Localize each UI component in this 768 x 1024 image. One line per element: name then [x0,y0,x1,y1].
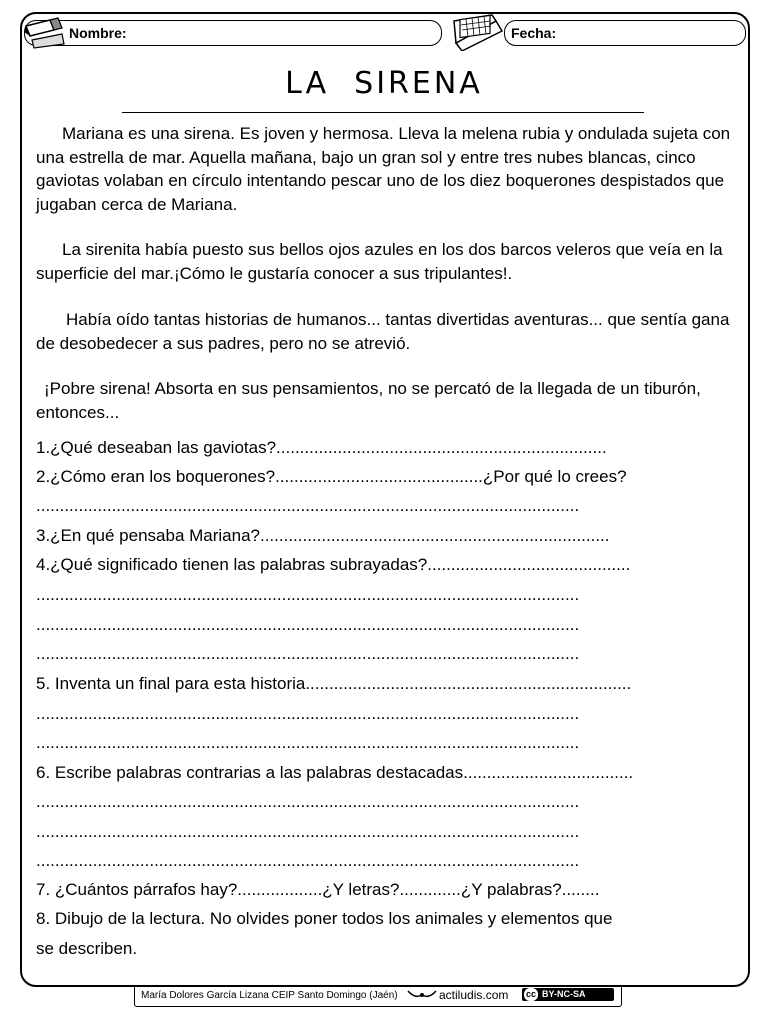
question-line: 4.¿Qué significado tienen las palabras subrayadas?........................................... [36,555,631,574]
answer-line: ................................................................................................................... [36,851,580,870]
answer-line: ................................................................................................................... [36,822,580,841]
answer-line: ................................................................................................................... [36,792,580,811]
date-label: Fecha: [511,25,557,41]
question-line: 1.¿Qué deseaban las gaviotas?...................................................................... [36,438,607,457]
answer-line: ................................................................................................................... [36,585,580,604]
question-line: 2.¿Cómo eran los boquerones?............................................¿Por qué lo crees? [36,467,627,486]
answer-line: ................................................................................................................... [36,644,580,663]
paragraph-3: Había oído tantas historias de humanos... tantas divertidas aventuras... que sentía gana de desobedecer a sus padres, pero no se atrevió. [36,310,730,353]
question-line: 8. Dibujo de la lectura. No olvides poner todos los animales y elementos que [36,909,613,928]
calendar-icon [450,13,504,51]
question-line: se describen. [36,939,138,958]
answer-line: ................................................................................................................... [36,496,580,515]
date-field[interactable] [504,20,746,46]
author-credit: María Dolores García Lizana CEIP Santo Domingo (Jaén) [141,990,398,1001]
paragraph-4: ¡Pobre sirena! Absorta en sus pensamientos, no se percató de la llegada de un tiburón, entonces... [36,379,701,422]
cc-license-badge [522,988,614,1001]
actiludis-logo-icon [407,989,437,1001]
pencil-icon [22,16,66,50]
question-line: 5. Inventa un final para esta historia..................................................................... [36,674,632,693]
page-title: LA SIRENA [285,66,483,101]
license-label: BY-NC-SA [542,989,586,999]
title-underline [122,112,644,113]
answer-line: ................................................................................................................... [36,615,580,634]
name-label: Nombre: [69,25,127,41]
answer-line: ................................................................................................................... [36,704,580,723]
paragraph-1: Mariana es una sirena. Es joven y hermosa. Lleva la melena rubia y ondulada sujeta con una estrella de mar. Aquella mañana, bajo un gran sol y entre tres nubes blancas, cinco gaviotas volaban en círculo intentando pescar uno de los diez boquerones despistados que jugaban cerca de Mariana. [36,124,731,214]
question-line: 6. Escribe palabras contrarias a las palabras destacadas.................................... [36,763,634,782]
site-link[interactable]: actiludis.com [439,988,509,1002]
paragraph-2: La sirenita había puesto sus bellos ojos azules en los dos barcos veleros que veía en la superficie del mar.¡Cómo le gustaría conocer a sus tripulantes!. [36,240,723,283]
question-line: 3.¿En qué pensaba Mariana?.......................................................................... [36,526,610,545]
cc-icon: cc [526,989,537,999]
name-field[interactable] [24,20,442,46]
question-line: 7. ¿Cuántos párrafos hay?..................¿Y letras?.............¿Y palabras?........ [36,880,600,899]
answer-line: ................................................................................................................... [36,733,580,752]
